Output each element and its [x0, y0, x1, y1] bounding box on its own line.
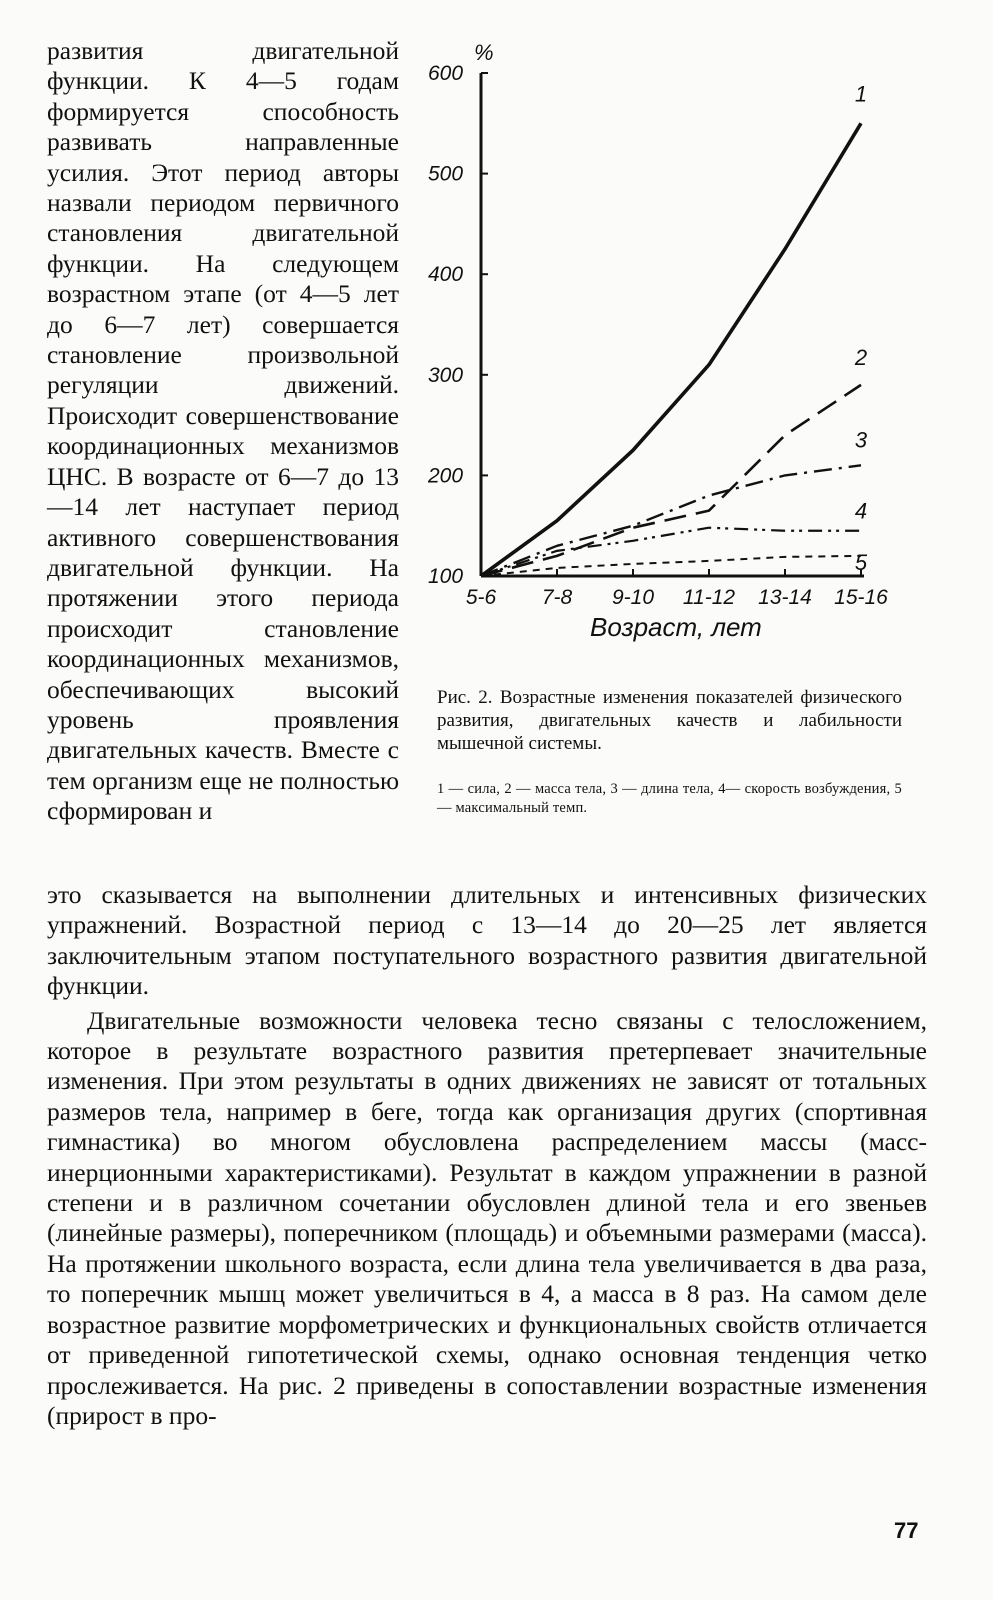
main-text — [47, 880, 927, 1431]
left-column-text: развития двигательной функции. К 4—5 годам формируется способность развивать направленные усилия. Этот период авторы назвали периодом первичного становления двигательной функции. На следующем возрастном этапе (от 4—5 лет до 6—7 лет) совершается становление произвольной регуляции движений. Происходит совершенствование координационных механизмов ЦНС. В возрасте от 6—7 до 13—14 лет наступает период активного совершенствования двигательной функции. На протяжении этого периода происходит становление координационных механизмов, обеспечивающих высокий уровень проявления двигательных качеств. Вместе с тем организм еще не полностью сформирован и — [47, 36, 399, 826]
y-axis-label: % — [474, 40, 494, 65]
y-tick-label: 500 — [428, 162, 464, 186]
series-line-2 — [481, 385, 861, 576]
x-tick-label: 9-10 — [611, 586, 655, 609]
series-label-4: 4 — [854, 498, 868, 524]
x-tick-label: 7-8 — [541, 586, 573, 609]
series-label-1: 1 — [854, 81, 868, 107]
x-tick-label: 15-16 — [834, 586, 888, 609]
y-tick-label: 200 — [428, 464, 464, 488]
figure-legend: 1 — сила, 2 — масса тела, 3 — длина тела, 4— скорость возбуждения, 5 — максимальный темп. — [437, 781, 902, 816]
continuation-paragraph: это сказывается на выполнении длительных и интенсивных физических упражнений. Возрастной период с 13—14 до 20—25 лет является заключительным этапом поступательного возрастного развития двигательной функции. — [47, 880, 927, 1001]
figure-caption: Рис. 2. Возрастные изменения показателей физического развития, двигательных качеств и лабильности мышечной системы. — [437, 687, 902, 754]
series-labels — [854, 81, 868, 575]
series-line-5 — [481, 556, 861, 576]
x-tick-label: 5-6 — [465, 586, 497, 609]
x-tick-label: 11-12 — [682, 586, 736, 609]
series-line-3 — [481, 465, 861, 576]
x-axis-title: Возраст, лет — [590, 612, 762, 642]
y-ticks — [427, 62, 488, 588]
y-tick-label: 300 — [428, 363, 464, 387]
age-changes-chart — [418, 30, 918, 650]
y-tick-label: 400 — [428, 263, 464, 287]
y-tick-label: 600 — [428, 62, 464, 85]
series-lines — [481, 123, 861, 576]
series-label-2: 2 — [854, 344, 868, 370]
x-tick-label: 13-14 — [758, 586, 812, 609]
page-number: 77 — [894, 1518, 919, 1543]
y-tick-label: 100 — [428, 565, 464, 588]
series-label-3: 3 — [854, 427, 868, 453]
series-line-1 — [481, 123, 861, 576]
series-label-5: 5 — [854, 549, 868, 575]
body-paragraph: Двигательные возможности человека тесно связаны с телосложением, которое в результате возрастного развития претерпевает значительные изменения. При этом результаты в одних движениях не зависят от тотальных размеров тела, например в беге, тогда как организация других (спортивная гимнастика) во многом обусловлена распределением массы (масс-инерционными характеристиками). Результат в каждом упражнении в разной степени и в различном сочетании обусловлен длиной тела и его звеньев (линейные размеры), поперечником (площадь) и объемными размерами (масса). На протяжении школьного возраста, если длина тела увеличивается в два раза, то поперечник мышц может увеличиться в 4, а масса в 8 раз. На самом деле возрастное развитие морфометрических и функциональных свойств отличается от приведенной гипотетической схемы, однако основная тенденция четко прослеживается. На рис. 2 приведены в сопоставлении возрастные изменения (прирост в про- — [47, 1005, 927, 1430]
